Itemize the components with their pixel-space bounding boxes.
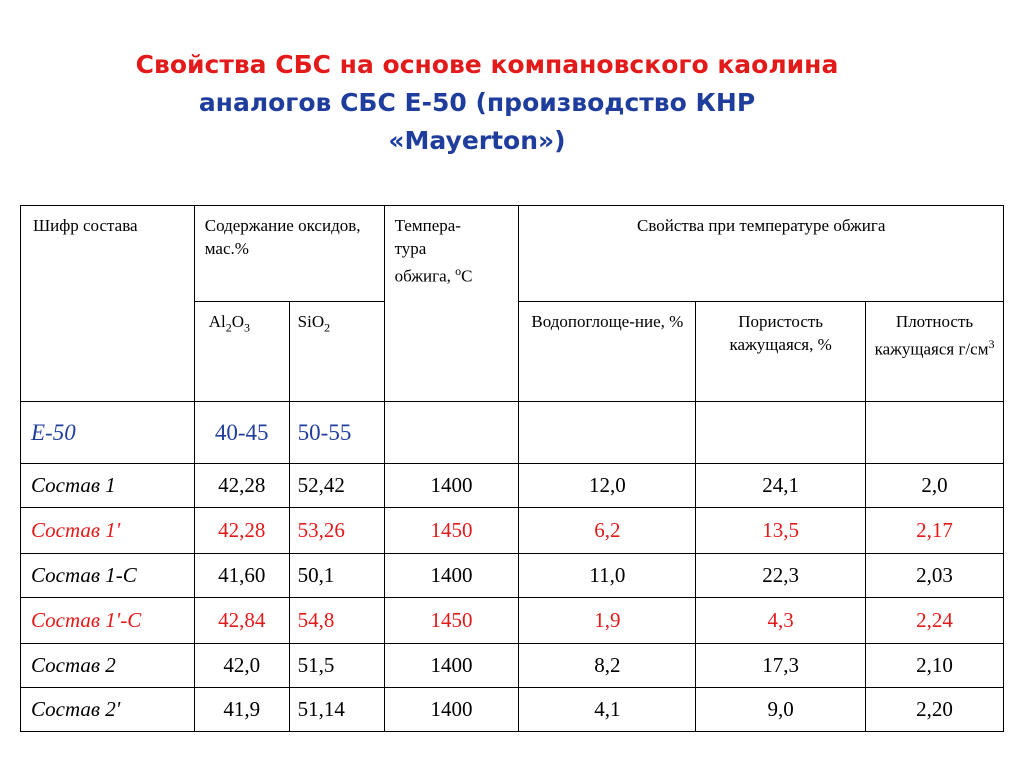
table-row (21, 508, 1004, 554)
cell-density: 2,17 (866, 508, 1004, 554)
header-properties: Свойства при температуре обжига (519, 206, 1004, 302)
cell-code: Состав 2' (21, 688, 195, 732)
cell-temperature: 1400 (384, 688, 519, 732)
header-water-absorption: Водопоглоще-ние, % (519, 302, 696, 402)
cell-density (866, 402, 1004, 464)
cell-temperature: 1400 (384, 464, 519, 508)
header-temp-unit: С (461, 266, 473, 286)
cell-porosity: 17,3 (696, 644, 866, 688)
cell-code: Состав 1 (21, 464, 195, 508)
cell-porosity: 24,1 (696, 464, 866, 508)
cell-sio2: 51,5 (289, 644, 384, 688)
header-code: Шифр состава (21, 206, 195, 402)
header-temp-line3: обжига, (394, 266, 451, 286)
cell-porosity: 4,3 (696, 598, 866, 644)
title-line-2: аналогов СБС Е-50 (производство КНР (198, 88, 756, 117)
properties-table (20, 205, 1004, 732)
cell-sio2: 50,1 (289, 554, 384, 598)
header-porosity: Пористость кажущаяся, % (696, 302, 866, 402)
header-oxides-label: Содержание оксидов, мас.% (204, 216, 361, 258)
header-temperature (384, 206, 519, 402)
cell-water-absorption: 4,1 (519, 688, 696, 732)
header-temp-line1: Темпера- (394, 216, 461, 235)
cell-code: Состав 2 (21, 644, 195, 688)
cell-al2o3: 42,28 (194, 508, 289, 554)
cell-code: Состав 1' (21, 508, 195, 554)
cell-temperature: 1400 (384, 554, 519, 598)
cell-al2o3: 41,9 (194, 688, 289, 732)
al2o3-al: Al (208, 312, 226, 331)
cell-density: 2,24 (866, 598, 1004, 644)
cell-sio2: 51,14 (289, 688, 384, 732)
cell-water-absorption: 6,2 (519, 508, 696, 554)
header-al2o3 (194, 302, 289, 402)
header-sio2 (289, 302, 384, 402)
header-temp-degree: o (455, 264, 462, 278)
table-row (21, 598, 1004, 644)
table-row (21, 554, 1004, 598)
al2o3-sub1: 2 (225, 320, 232, 335)
cell-temperature (384, 402, 519, 464)
cell-porosity (696, 402, 866, 464)
cell-sio2: 53,26 (289, 508, 384, 554)
cell-porosity: 13,5 (696, 508, 866, 554)
density-label: Плотность кажущаяся г/см (874, 312, 989, 359)
cell-al2o3: 42,84 (194, 598, 289, 644)
cell-temperature: 1450 (384, 508, 519, 554)
cell-water-absorption: 8,2 (519, 644, 696, 688)
cell-code: Е-50 (21, 402, 195, 464)
slide-title (0, 46, 1024, 160)
sio2-sub: 2 (324, 320, 331, 335)
header-oxides (194, 206, 384, 302)
density-sup: 3 (988, 337, 995, 351)
cell-code: Состав 1-С (21, 554, 195, 598)
cell-water-absorption: 1,9 (519, 598, 696, 644)
header-density (866, 302, 1004, 402)
cell-density: 2,20 (866, 688, 1004, 732)
al2o3-sub2: 3 (244, 320, 251, 335)
cell-al2o3: 42,0 (194, 644, 289, 688)
title-line-1: Свойства СБС на основе компановского каолина (135, 50, 839, 79)
cell-al2o3: 42,28 (194, 464, 289, 508)
table-body (21, 402, 1004, 732)
table-row (21, 688, 1004, 732)
cell-sio2: 52,42 (289, 464, 384, 508)
table-row (21, 402, 1004, 464)
cell-al2o3: 40-45 (194, 402, 289, 464)
cell-sio2: 54,8 (289, 598, 384, 644)
cell-density: 2,03 (866, 554, 1004, 598)
cell-temperature: 1400 (384, 644, 519, 688)
header-temp-line2: тура (394, 239, 427, 258)
table-row (21, 464, 1004, 508)
al2o3-o: O (231, 312, 245, 331)
cell-temperature: 1450 (384, 598, 519, 644)
sio2-label: SiO (297, 312, 325, 331)
cell-sio2: 50-55 (289, 402, 384, 464)
cell-porosity: 9,0 (696, 688, 866, 732)
cell-water-absorption: 12,0 (519, 464, 696, 508)
table-row (21, 644, 1004, 688)
title-line-3: «Mayerton») (388, 126, 566, 155)
cell-porosity: 22,3 (696, 554, 866, 598)
cell-density: 2,10 (866, 644, 1004, 688)
cell-water-absorption: 11,0 (519, 554, 696, 598)
cell-water-absorption (519, 402, 696, 464)
cell-al2o3: 41,60 (194, 554, 289, 598)
cell-code: Состав 1'-С (21, 598, 195, 644)
cell-density: 2,0 (866, 464, 1004, 508)
